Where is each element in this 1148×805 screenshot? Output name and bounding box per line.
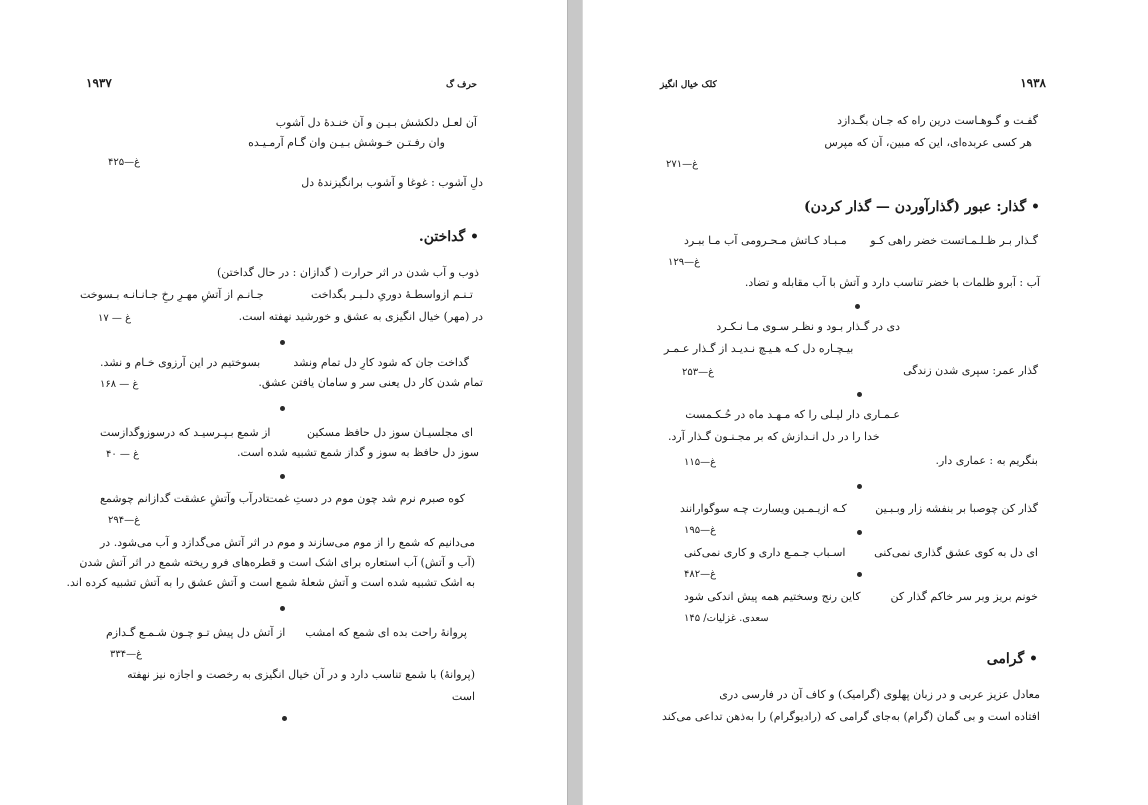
verse-hemistich: کوه صبرم نرم شد چون موم در دستِ غمت bbox=[266, 492, 465, 505]
separator-dot bbox=[280, 474, 285, 479]
citation: غ—۲۷۱ bbox=[666, 159, 699, 170]
verse-line: خدا را در دل انـدازش که بر مجـنـون گـذار آرد. bbox=[668, 430, 880, 443]
separator-dot bbox=[282, 716, 287, 721]
verse-line: عـمـاری دار لیـلی را که مـهـد ماه در حُـکـمست bbox=[685, 408, 900, 421]
verse-line: دی در گـذار بـود و نظـر سـوی مـا نـکـرد bbox=[716, 320, 900, 333]
verse-hemistich: اسـباب جـمـع داری و کاری نمی‌کنی bbox=[684, 546, 846, 559]
paragraph-line: معادل عزیز عربی و در زبان پهلوی (گرامیک) و کاف آن در فارسی دری bbox=[719, 688, 1040, 701]
separator-dot bbox=[857, 392, 862, 397]
verse-hemistich: پروانهٔ راحت بده ای شمع که امشب bbox=[305, 626, 467, 639]
separator-dot bbox=[280, 606, 285, 611]
running-head: حرف گ bbox=[445, 80, 477, 90]
verse-hemistich: ای مجلسیـان سوز دل حافظ مسکین bbox=[307, 426, 473, 439]
running-head: کلک خیال انگیز bbox=[660, 80, 717, 90]
paragraph-line: افتاده است و بی گمان (گرام) به‌جای گرامی که (رادیوگرام) را به‌ذهن تداعی می‌کند bbox=[662, 710, 1040, 723]
separator-dot bbox=[857, 484, 862, 489]
citation: غ — ۴۰ bbox=[106, 449, 140, 460]
citation: غ—۴۲۵ bbox=[108, 157, 141, 168]
gloss: سوز دل حافظ به سوز و گداز شمع تشبیه شده است. bbox=[237, 446, 479, 459]
separator-dot bbox=[855, 304, 860, 309]
separator-dot bbox=[857, 530, 862, 535]
verse-hemistich: تـنـم ازواسطـهٔ دوریِ دلـبـر بگداخت bbox=[310, 288, 473, 301]
citation: غ — ۱۶۸ bbox=[100, 379, 139, 390]
entry-heading: • گذار: عبور (گذارآوردن — گذار کردن) bbox=[803, 199, 1040, 215]
verse-hemistich: از آتش دل پیش تـو چـون شـمـع گـدازم bbox=[106, 626, 286, 639]
verse-hemistich: خونم بریز وبر سر خاکم گذار کن bbox=[890, 590, 1038, 603]
verse-hemistich: مـبـاد کـاتش مـحـرومی آب مـا ببـرد bbox=[684, 234, 847, 247]
gloss: تمام شدن کار دل یعنی سر و سامان یافتن عشق. bbox=[258, 376, 483, 389]
gloss: بنگریم به : عماری دار. bbox=[935, 454, 1038, 467]
citation: غ—۲۵۳ bbox=[682, 367, 715, 378]
verse-hemistich: گـذار بـر ظـلـمـاتست خضر راهی کـو bbox=[870, 234, 1038, 247]
source-citation: سعدی. غزلیات/ ۱۴۵ bbox=[684, 613, 769, 624]
verse-hemistich: گداخت جان که شود کارِ دل تمام ونشد bbox=[293, 356, 469, 369]
paragraph-line: (آب و آتش) آب استعاره برای اشک است و قطره‌های فرو ریخته شمع در اثر آتش شدن bbox=[79, 556, 475, 569]
verse-line: هر کسی عربده‌ای، این که مبین، آن که مپرس bbox=[824, 136, 1032, 149]
page-gutter bbox=[567, 0, 583, 805]
separator-dot bbox=[280, 340, 285, 345]
paragraph-line: می‌دانیم که شمع را از موم می‌سازند و موم در اثر آتش می‌گدازد و آب می‌شود. در bbox=[100, 536, 475, 549]
page-number: ۱۹۳۷ bbox=[86, 76, 112, 90]
separator-dot bbox=[280, 406, 285, 411]
gloss: دلِ آشوب : غوغا و آشوب برانگیزندهٔ دل bbox=[301, 176, 483, 189]
verse-hemistich: از شمع بـپـرسیـد که درسوزوگدازست bbox=[100, 426, 271, 439]
paragraph-line: است bbox=[451, 690, 475, 703]
verse-hemistich: کـه ازیـمـین ویسارت چـه سوگوارانند bbox=[680, 502, 847, 515]
citation: غ—۱۱۵ bbox=[684, 457, 717, 468]
separator-dot bbox=[857, 572, 862, 577]
verse-line: گفـت و گـوهـاست درین راه که جـان بگـدازد bbox=[837, 114, 1038, 127]
right-page bbox=[622, 52, 1110, 764]
verse-hemistich: بسوختیم در این آرزوی خـام و نشد. bbox=[100, 356, 261, 369]
definition: ذوب و آب شدن در اثر حرارت ( گدازان : در حال گداختن) bbox=[216, 266, 479, 279]
citation: غ—۳۳۴ bbox=[110, 649, 143, 660]
paragraph-line: به اشک تشبیه شده است و آتش شعلهٔ شمع است و آتش عشق را به آتش تشبیه کرده اند. bbox=[66, 576, 475, 589]
verse-line: بیـچـاره دل کـه هـیـچ نـدیـد از گـذار عـمـر bbox=[664, 342, 854, 355]
verse-hemistich: کاین رنج وسختیم همه پیش اندکی شود bbox=[684, 590, 861, 603]
verse-hemistich: ای دل به کوی عشق گذاری نمی‌کنی bbox=[874, 546, 1038, 559]
verse-hemistich: تادرآب وآتشِ عشقت گدازانم چوشمع bbox=[100, 492, 269, 505]
page-number: ۱۹۳۸ bbox=[1020, 76, 1046, 90]
citation: غ — ۱۷ bbox=[98, 313, 132, 324]
verse-hemistich: جـانـم از آتشِ مهـرِ رخِ جـانـانـه بـسوخت bbox=[80, 288, 264, 301]
citation: غ—۱۲۹ bbox=[668, 257, 701, 268]
entry-heading: • گرامی bbox=[986, 651, 1038, 667]
verse-line: آن لعـل دلکشش بـیـن و آن خنـدهٔ دل آشوب bbox=[275, 116, 477, 129]
verse-hemistich: گذار کن چوصبا بر بنفشه زار وبـبـین bbox=[875, 502, 1038, 515]
citation: غ—۲۹۴ bbox=[108, 515, 141, 526]
gloss: آب : آبرو ظلمات با خضر تناسب دارد و آتش با آب مقابله و تضاد. bbox=[744, 276, 1040, 289]
left-page bbox=[40, 52, 535, 764]
paragraph-line: (پروانهٔ) با شمع تناسب دارد و در آن خیال انگیزی به رخصت و اجازه نیز نهفته bbox=[127, 668, 475, 681]
verse-line: وان رفـتـن خـوشش بـیـن وان گـام آرمـیـده bbox=[248, 136, 445, 149]
citation: غ—۴۸۲ bbox=[684, 569, 717, 580]
citation: غ—۱۹۵ bbox=[684, 525, 717, 536]
gloss: در (مهر) خیال انگیزی به عشق و خورشید نهفته است. bbox=[238, 310, 483, 323]
entry-heading: • گداختن. bbox=[418, 229, 479, 245]
gloss: گذار عمر: سپری شدن زندگی bbox=[903, 364, 1038, 377]
